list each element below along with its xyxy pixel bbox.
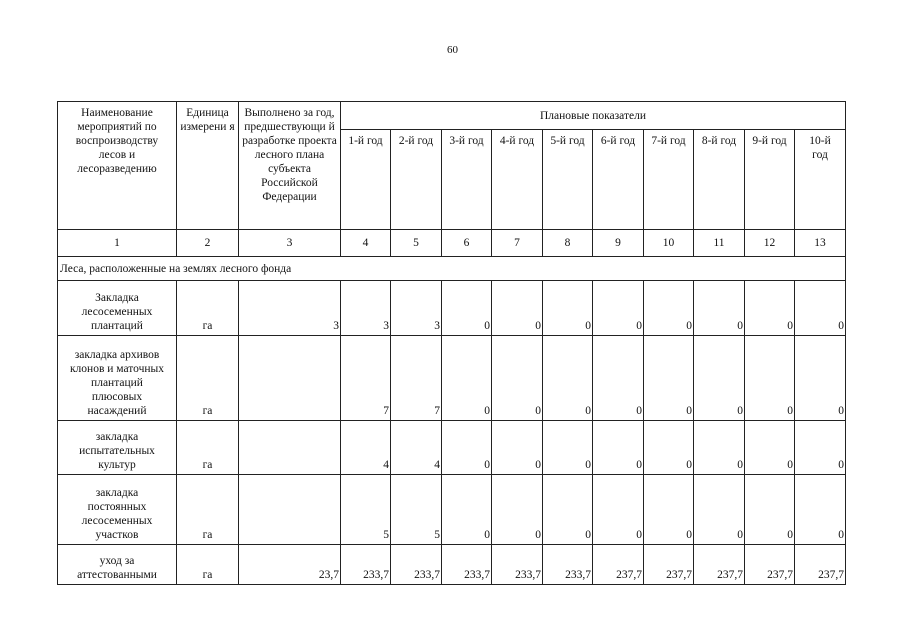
row-value: 4 [341, 421, 391, 475]
row-unit: га [177, 281, 239, 336]
row-name: закладка архивов клонов и маточных плантаций плюсовых насаждений [58, 336, 177, 421]
row-value: 237,7 [644, 545, 694, 585]
row-value: 233,7 [543, 545, 593, 585]
row-value: 0 [442, 281, 492, 336]
row-value: 0 [694, 475, 745, 545]
row-name: закладка постоянных лесосеменных участков [58, 475, 177, 545]
year-header: 9-й год [745, 130, 795, 230]
row-value: 5 [391, 475, 442, 545]
table-row [58, 421, 846, 475]
row-value: 0 [543, 421, 593, 475]
column-number: 3 [239, 230, 341, 257]
row-done [239, 421, 341, 475]
row-done [239, 475, 341, 545]
row-value: 0 [492, 281, 543, 336]
section-title: Леса, расположенные на землях лесного фонда [58, 257, 846, 281]
row-value: 237,7 [694, 545, 745, 585]
col-header-plan: Плановые показатели [341, 102, 846, 130]
row-done [239, 336, 341, 421]
row-value: 4 [391, 421, 442, 475]
column-number: 12 [745, 230, 795, 257]
row-name: закладка испытательных культур [58, 421, 177, 475]
column-number: 8 [543, 230, 593, 257]
row-value: 0 [795, 475, 846, 545]
table-row [58, 336, 846, 421]
row-value: 0 [442, 475, 492, 545]
row-done: 3 [239, 281, 341, 336]
row-value: 0 [795, 281, 846, 336]
row-value: 0 [694, 336, 745, 421]
col-header-unit: Единица измерени я [177, 102, 239, 230]
page-number: 60 [447, 44, 458, 56]
row-value: 0 [543, 336, 593, 421]
table-row [58, 545, 846, 585]
column-number: 11 [694, 230, 745, 257]
row-name: уход за аттестованными [58, 545, 177, 585]
row-value: 233,7 [442, 545, 492, 585]
column-number: 13 [795, 230, 846, 257]
row-unit: га [177, 545, 239, 585]
row-value: 3 [391, 281, 442, 336]
row-value: 0 [644, 281, 694, 336]
row-unit: га [177, 475, 239, 545]
row-value: 0 [593, 475, 644, 545]
column-number: 10 [644, 230, 694, 257]
table-row [58, 281, 846, 336]
year-header: 3-й год [442, 130, 492, 230]
row-value: 237,7 [745, 545, 795, 585]
row-name: Закладка лесосеменных плантаций [58, 281, 177, 336]
row-value: 0 [593, 281, 644, 336]
section-row [58, 257, 846, 281]
column-number: 5 [391, 230, 442, 257]
row-value: 3 [341, 281, 391, 336]
row-value: 0 [593, 421, 644, 475]
year-header: 8-й год [694, 130, 745, 230]
row-done: 23,7 [239, 545, 341, 585]
row-value: 233,7 [341, 545, 391, 585]
row-value: 7 [391, 336, 442, 421]
row-value: 0 [442, 421, 492, 475]
row-value: 0 [694, 281, 745, 336]
row-value: 0 [644, 336, 694, 421]
row-value: 0 [492, 421, 543, 475]
column-number: 4 [341, 230, 391, 257]
row-value: 0 [543, 475, 593, 545]
row-value: 0 [694, 421, 745, 475]
row-value: 5 [341, 475, 391, 545]
year-header: 7-й год [644, 130, 694, 230]
column-number: 2 [177, 230, 239, 257]
row-value: 233,7 [391, 545, 442, 585]
col-header-done: Выполнено за год, предшествующи й разработке проекта лесного плана субъекта Российской Федерации [239, 102, 341, 230]
row-value: 0 [593, 336, 644, 421]
row-value: 0 [543, 281, 593, 336]
row-value: 237,7 [795, 545, 846, 585]
row-value: 0 [492, 336, 543, 421]
year-header: 6-й год [593, 130, 644, 230]
row-value: 0 [492, 475, 543, 545]
column-number: 1 [58, 230, 177, 257]
column-number: 6 [442, 230, 492, 257]
row-value: 0 [442, 336, 492, 421]
plan-table [57, 101, 846, 585]
row-value: 0 [745, 336, 795, 421]
row-value: 0 [795, 421, 846, 475]
row-value: 0 [644, 475, 694, 545]
year-header: 2-й год [391, 130, 442, 230]
header-row-top [58, 102, 846, 130]
row-value: 7 [341, 336, 391, 421]
row-value: 233,7 [492, 545, 543, 585]
row-value: 0 [745, 421, 795, 475]
row-value: 0 [745, 281, 795, 336]
row-unit: га [177, 336, 239, 421]
row-value: 0 [745, 475, 795, 545]
row-value: 237,7 [593, 545, 644, 585]
row-unit: га [177, 421, 239, 475]
col-header-name: Наименование мероприятий по воспроизводству лесов и лесоразведению [58, 102, 177, 230]
year-header: 4-й год [492, 130, 543, 230]
year-header: 1-й год [341, 130, 391, 230]
year-header: 10-й год [795, 130, 846, 230]
table-row [58, 475, 846, 545]
row-value: 0 [795, 336, 846, 421]
column-number: 9 [593, 230, 644, 257]
year-header: 5-й год [543, 130, 593, 230]
row-value: 0 [644, 421, 694, 475]
column-numbers-row [58, 230, 846, 257]
column-number: 7 [492, 230, 543, 257]
